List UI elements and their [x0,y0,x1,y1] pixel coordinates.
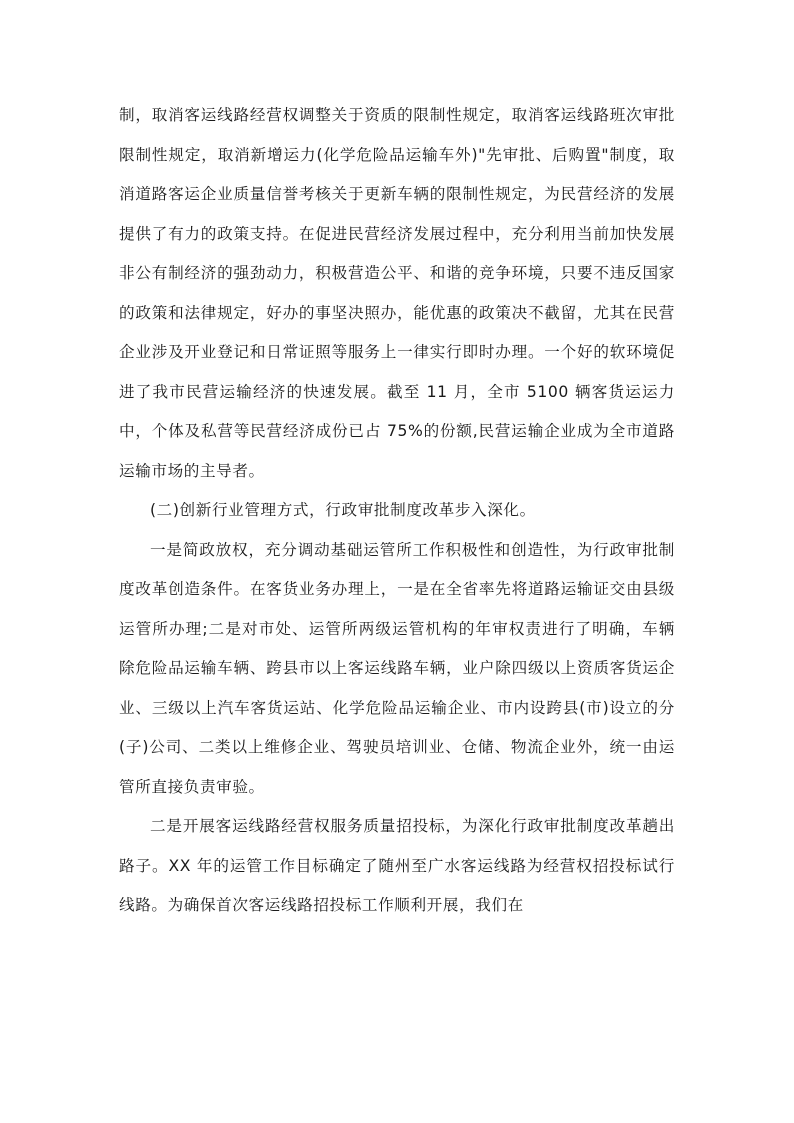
paragraph-route-bidding: 二是开展客运线路经营权服务质量招投标，为深化行政审批制度改革趟出路子。XX 年的运管工作目标确定了随州至广水客运线路为经营权招投标试行线路。为确保首次客运线路招投标工作顺利开展，我们在 [119,817,675,914]
paragraph-decentralization: 一是简政放权，充分调动基础运管所工作积极性和创造性，为行政审批制度改革创造条件。在客货业务办理上，一是在全省率先将道路运输证交由县级运管所办理;二是对市处、运管所两级运管机构的年审权责进行了明确，车辆除危险品运输车辆、跨县市以上客运线路车辆，业户除四级以上资质客货运企业、三级以上汽车客货运站、化学危险品运输企业、市内设跨县(市)设立的分(子)公司、二类以上维修企业、驾驶员培训业、仓储、物流企业外，统一由运管所直接负责审验。 [119,540,675,796]
section-heading-admin-reform: (二)创新行业管理方式，行政审批制度改革步入深化。 [150,501,536,519]
paragraph-private-economy-continuation: 制，取消客运线路经营权调整关于资质的限制性规定，取消客运线路班次审批限制性规定，取消新增运力(化学危险品运输车外)"先审批、后购置"制度，取消道路客运企业质量信誉考核关于更新车辆的限制性规定，为民营经济的发展提供了有力的政策支持。在促进民营经济发展过程中，充分利用当前加快发展非公有制经济的强劲动力，积极营造公平、和谐的竞争环境，只要不违反国家的政策和法律规定，好办的事坚决照办，能优惠的政策决不截留，尤其在民营企业涉及开业登记和日常证照等服务上一律实行即时办理。一个好的软环境促进了我市民营运输经济的快速发展。截至 11 月，全市 5100 辆客货运运力中，个体及私营等民营经济成份已占 75%的份额,民营运输企业成为全市道路运输市场的主导者。 [119,106,675,480]
